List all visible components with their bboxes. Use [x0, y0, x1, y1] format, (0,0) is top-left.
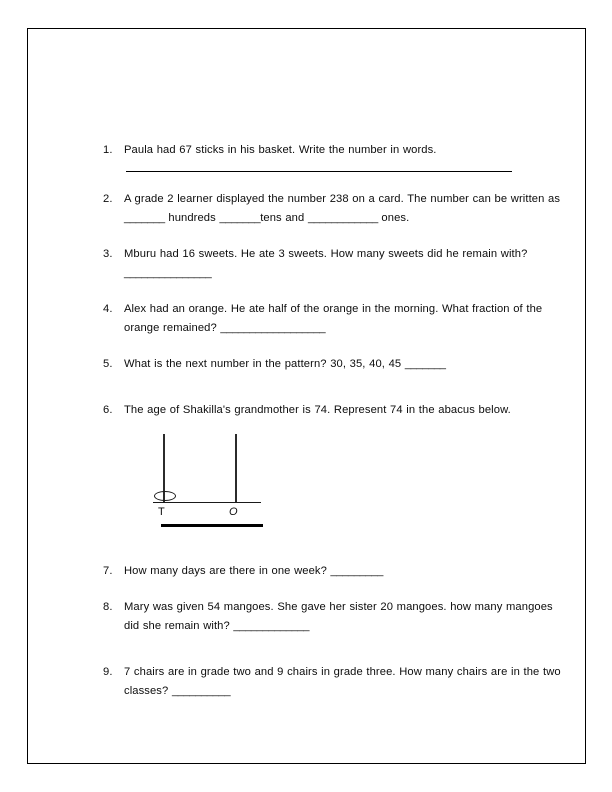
answer-blank[interactable]: _______	[404, 358, 446, 370]
question-text	[124, 190, 568, 228]
question-text-segment: hundreds	[164, 212, 220, 224]
question-text-segment: tens and	[260, 212, 308, 224]
question-number: 2.	[103, 193, 113, 205]
question-text-segment: What is the next number in the pattern? 30, 35, 40, 45	[124, 358, 405, 370]
abacus-figure	[153, 434, 293, 546]
question-text: Paula had 67 sticks in his basket. Write the number in words.	[124, 144, 437, 156]
question-text-segment: Mary was given 54 mangoes. She gave her sister 20 mangoes. how many mangoes did she remain with?	[124, 601, 553, 632]
question-text	[124, 598, 568, 636]
answer-blank[interactable]: _______________	[124, 267, 212, 279]
question-text-segment: Alex had an orange. He ate half of the orange in the morning. What fraction of the orange remained?	[124, 303, 543, 334]
answer-blank[interactable]: _____________	[233, 620, 310, 632]
answer-blank[interactable]: __________	[171, 685, 231, 697]
abacus-bottom-bar	[161, 524, 263, 527]
question-item-6	[103, 401, 568, 546]
question-text-segment: 7 chairs are in grade two and 9 chairs in grade three. How many chairs are in the two classes?	[124, 666, 561, 697]
question-item-2	[103, 190, 568, 228]
answer-blank[interactable]: _________	[330, 565, 383, 577]
question-text	[124, 300, 568, 338]
abacus-label-ones: O	[229, 506, 238, 518]
answer-blank[interactable]: __________________	[220, 322, 326, 334]
question-text	[124, 245, 568, 283]
abacus-rod-ones	[235, 434, 237, 503]
question-list	[103, 141, 568, 701]
question-number: 7.	[103, 565, 113, 577]
question-number: 4.	[103, 303, 113, 315]
question-number: 1.	[103, 144, 113, 156]
abacus-label-row	[153, 505, 261, 521]
question-item-4	[103, 300, 568, 338]
page-frame	[27, 28, 586, 764]
answer-blank-hundreds[interactable]: _______	[124, 212, 165, 224]
question-item-3	[103, 245, 568, 283]
question-item-9	[103, 663, 568, 701]
question-text-segment: A grade 2 learner displayed the number 238 on a card. The number can be written as	[124, 193, 561, 205]
question-text-segment: ones.	[377, 212, 410, 224]
question-text-segment: How many days are there in one week?	[124, 565, 331, 577]
answer-blank-tens[interactable]: _______	[219, 212, 261, 224]
question-number: 5.	[103, 358, 113, 370]
answer-rule-1[interactable]	[126, 171, 512, 172]
question-item-8	[103, 598, 568, 636]
abacus-label-tens: T	[158, 506, 165, 518]
question-number: 6.	[103, 404, 113, 416]
question-text: The age of Shakilla's grandmother is 74. Represent 74 in the abacus below.	[124, 404, 511, 416]
question-text	[124, 663, 568, 701]
abacus-bead	[154, 491, 176, 501]
question-number: 9.	[103, 666, 113, 678]
question-item-7	[103, 562, 568, 581]
question-text	[124, 355, 568, 374]
question-number: 8.	[103, 601, 113, 613]
abacus-base-line	[153, 502, 261, 503]
question-text-segment: Mburu had 16 sweets. He ate 3 sweets. How many sweets did he remain with?	[124, 248, 528, 260]
question-text	[124, 562, 568, 581]
question-item-5	[103, 355, 568, 374]
question-item-1	[103, 141, 568, 172]
question-number: 3.	[103, 248, 113, 260]
answer-blank-ones[interactable]: ____________	[307, 212, 378, 224]
